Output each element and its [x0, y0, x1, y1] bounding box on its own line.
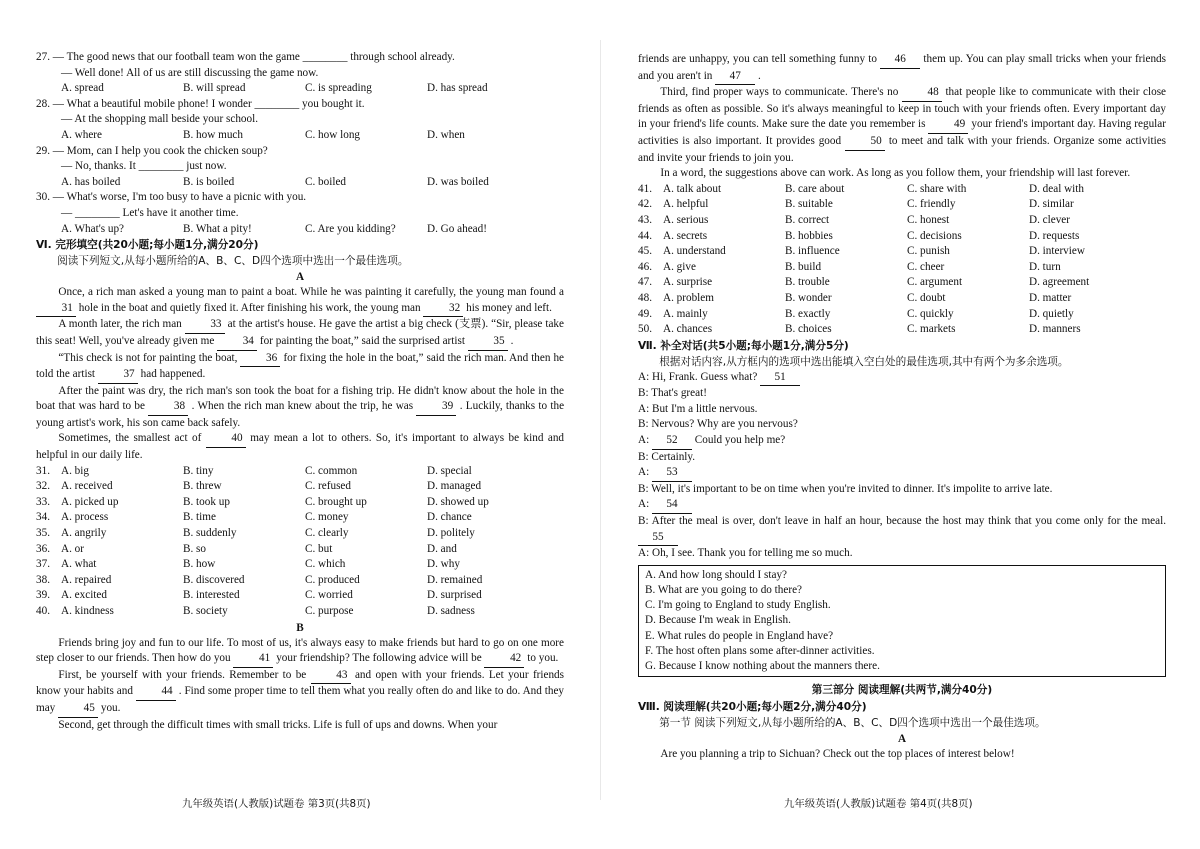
- passage-paragraph: [36, 317, 564, 350]
- answer-blank: 35: [468, 334, 508, 351]
- dialogue-line: [638, 514, 1166, 546]
- option: D. matter: [1029, 291, 1072, 304]
- question-number: 46.: [638, 260, 652, 273]
- option: D. clever: [1029, 213, 1070, 226]
- option-row: [36, 81, 564, 97]
- answer-blank: 31: [36, 301, 76, 318]
- dialogue-text: A: Oh, I see. Thank you for telling me so much.: [638, 547, 853, 560]
- option: C. share with: [907, 182, 967, 195]
- paragraph-text: Second, get through the difficult times with small tricks. Life is full of ups and downs. When your: [58, 718, 498, 731]
- question-number: 39.: [36, 589, 50, 602]
- dialogue: [638, 370, 1166, 562]
- question-number: 45.: [638, 245, 652, 258]
- question-number: 40.: [36, 605, 50, 617]
- option-row: [36, 573, 564, 589]
- dialogue-line: [638, 465, 1166, 482]
- question-number: 38.: [36, 573, 50, 586]
- option: B. influence: [785, 245, 840, 258]
- option: D. showed up: [427, 495, 489, 508]
- question-stem: [36, 159, 564, 175]
- option: C. argument: [907, 276, 963, 289]
- option: C. Are you kidding?: [305, 222, 396, 235]
- option: B. hobbies: [785, 229, 833, 242]
- question-number: 48.: [638, 291, 652, 304]
- paragraph-text: .: [510, 334, 514, 347]
- option: A. what: [61, 558, 97, 571]
- answer-blank: 36: [240, 351, 280, 368]
- option: C. but: [305, 542, 333, 555]
- page-footer-right: 九年级英语(人教版)试题卷 第4页(共8页): [784, 798, 973, 810]
- option: A. problem: [663, 291, 714, 304]
- option: C. decisions: [907, 229, 962, 242]
- option: A. surprise: [663, 276, 713, 289]
- option: C. brought up: [305, 495, 367, 508]
- answer-blank: 43: [311, 668, 351, 685]
- stem-text: — Well done! All of us are still discussing the game now.: [61, 66, 319, 79]
- answer-blank: 33: [185, 317, 225, 334]
- option-row: [36, 604, 564, 620]
- passage-paragraph: [638, 85, 1166, 166]
- passage-c-label: A: [897, 733, 907, 746]
- answer-blank: 34: [217, 334, 257, 351]
- option: A. give: [663, 260, 696, 273]
- paragraph-text: had happened.: [140, 368, 206, 381]
- paragraph-text: . Luckily, thanks to the young artist's work, his son came back safely.: [36, 400, 565, 429]
- option: C. money: [305, 511, 349, 524]
- option: B. What a pity!: [183, 222, 252, 235]
- option: B. suitable: [785, 198, 833, 211]
- option: D. manners: [1029, 323, 1081, 336]
- passage-paragraph: [36, 351, 564, 384]
- dialogue-option: F. The host often plans some after-dinner activities.: [645, 644, 875, 657]
- stem-text: — No, thanks. It ________ just now.: [61, 160, 227, 173]
- option-row: [36, 588, 564, 604]
- option: C. cheer: [907, 260, 945, 273]
- option: D. managed: [427, 480, 482, 493]
- stem-text: — The good news that our football team won the game ________ through school already.: [52, 51, 455, 63]
- option: B. exactly: [785, 307, 831, 320]
- dialogue-text: A:: [638, 434, 650, 447]
- dialogue-text: A: Hi, Frank. Guess what?: [638, 370, 758, 383]
- stem-text: — ________ Let's have it another time.: [61, 206, 239, 219]
- passage-b-continued: [638, 52, 1166, 182]
- stem-text: — What's worse, I'm too busy to have a picnic with you.: [52, 191, 307, 204]
- answer-blank: 39: [416, 399, 456, 416]
- question-number: 27.: [36, 51, 50, 63]
- answer-blank: 47: [715, 69, 755, 86]
- stem-text: — Mom, can I help you cook the chicken soup?: [52, 144, 268, 157]
- question-number: 31.: [36, 464, 50, 477]
- question-number: 49.: [638, 307, 652, 320]
- option: A. excited: [61, 589, 107, 602]
- question-number: 43.: [638, 213, 652, 226]
- question-stem: [36, 206, 564, 222]
- option: C. quickly: [907, 307, 954, 320]
- passage-a: [36, 285, 564, 464]
- option: C. common: [305, 464, 358, 477]
- option: B. discovered: [183, 573, 245, 586]
- option: B. tiny: [183, 464, 214, 477]
- option-row: [638, 307, 1166, 323]
- option: D. agreement: [1029, 276, 1090, 289]
- option: C. doubt: [907, 291, 946, 304]
- question-number: 41.: [638, 182, 652, 195]
- passage-paragraph: [36, 285, 564, 317]
- dialogue-option-box: [638, 565, 1166, 677]
- paragraph-text: First, be yourself with your friends. Remember to be: [58, 668, 307, 681]
- passage-paragraph: [36, 384, 564, 432]
- paragraph-text: for fixing the hole in the boat,” said the rich man. And then he told the artist: [36, 351, 565, 381]
- passage-paragraph: [36, 718, 564, 734]
- option-row: [638, 322, 1166, 338]
- paragraph-text: at the artist's house. He gave the artist a big check (支票). “Sir, please take this seat! Well, you've already given me: [36, 318, 564, 347]
- option: D. Go ahead!: [427, 222, 487, 235]
- option: B. threw: [183, 480, 222, 493]
- section8-title: Ⅷ. 阅读理解(共20小题;每小题2分,满分40分): [638, 701, 867, 714]
- passage-paragraph: [638, 166, 1166, 182]
- paragraph-text: .: [758, 69, 761, 82]
- option: C. clearly: [305, 527, 349, 540]
- option-row: [638, 275, 1166, 291]
- option: B. time: [183, 511, 216, 524]
- dialogue-option: D. Because I'm weak in English.: [645, 614, 791, 627]
- question-stem: [36, 97, 564, 113]
- option: D. interview: [1029, 245, 1085, 258]
- passage-c-first-line: Are you planning a trip to Sichuan? Check out the top places of interest below!: [660, 748, 1015, 761]
- option: B. correct: [785, 213, 830, 226]
- dialogue-line: [638, 546, 1166, 562]
- option-row: [36, 526, 564, 542]
- answer-blank: 45: [58, 701, 98, 718]
- dialogue-option: C. I'm going to England to study English.: [645, 599, 831, 612]
- paragraph-text: and open with your friends. Let your friends know your habits and: [36, 668, 565, 698]
- paragraph-text: . When the rich man knew about the trip, he was: [191, 400, 414, 413]
- answer-blank: 54: [652, 497, 692, 514]
- option: A. or: [61, 542, 84, 555]
- paragraph-text: In a word, the suggestions above can work. As long as you follow them, your friendship will last forever.: [660, 167, 1131, 180]
- section7-instructions: 根据对话内容,从方框内的选项中选出能填入空白处的最佳选项,其中有两个为多余选项。: [659, 355, 1069, 368]
- dialogue-line: [638, 433, 1166, 450]
- answer-blank: 46: [880, 52, 920, 69]
- option: D. turn: [1029, 260, 1061, 273]
- option-row: [36, 464, 564, 480]
- option: A. has boiled: [61, 175, 121, 188]
- option: A. spread: [61, 82, 104, 95]
- option: A. secrets: [663, 229, 708, 242]
- stem-text: — What a beautiful mobile phone! I wonder ________ you bought it.: [52, 97, 365, 110]
- answer-blank: 40: [206, 431, 246, 448]
- passage-paragraph: [638, 52, 1166, 85]
- option: A. where: [61, 128, 103, 141]
- paragraph-text: you.: [100, 701, 121, 714]
- option: D. why: [427, 558, 460, 571]
- question-stem: [36, 112, 564, 128]
- paragraph-text: A month later, the rich man: [58, 318, 182, 331]
- paragraph-text: your friend's important day. Having regular activities is also important. It provides good: [638, 118, 1166, 147]
- option: C. produced: [305, 573, 360, 586]
- option: C. which: [305, 558, 346, 571]
- paragraph-text: After the paint was dry, the rich man's son took the boat for a fishing trip. He didn't know about the hole in the boat that was hard to be: [36, 384, 564, 413]
- passage-a-label: A: [295, 271, 305, 284]
- part3-title: 第三部分 阅读理解(共两节,满分40分): [811, 684, 993, 697]
- dialogue-text: Could you help me?: [694, 434, 786, 447]
- dialogue-text: A: But I'm a little nervous.: [638, 402, 758, 415]
- answer-blank: 50: [845, 134, 885, 151]
- option: C. boiled: [305, 175, 347, 188]
- option: B. will spread: [183, 82, 246, 95]
- option-row: [638, 260, 1166, 276]
- dialogue-line: [638, 482, 1166, 498]
- option-row: [36, 557, 564, 573]
- option-row: [36, 479, 564, 495]
- option: B. how: [183, 558, 216, 571]
- paragraph-text: Third, find proper ways to communicate. There's no: [660, 86, 899, 99]
- option: D. chance: [427, 511, 472, 524]
- option: A. process: [61, 511, 109, 524]
- answer-blank: 55: [638, 530, 678, 547]
- option: D. and: [427, 542, 457, 555]
- paragraph-text: to you.: [527, 652, 559, 665]
- dialogue-text: A:: [638, 466, 650, 479]
- option: C. purpose: [305, 605, 354, 617]
- question-number: 36.: [36, 542, 50, 555]
- option: A. mainly: [663, 307, 708, 320]
- option: A. big: [61, 464, 89, 477]
- option: C. is spreading: [305, 82, 372, 95]
- option: A. received: [61, 480, 113, 493]
- cloze-a-options: [36, 464, 564, 620]
- option: A. picked up: [61, 495, 119, 508]
- paragraph-text: for painting the boat,” said the surprised artist: [259, 334, 465, 347]
- option: B. how much: [183, 128, 243, 141]
- question-stem: [36, 144, 564, 160]
- dialogue-option: E. What rules do people in England have?: [645, 629, 834, 642]
- dialogue-line: [638, 450, 1166, 466]
- paragraph-text: his money and left.: [466, 301, 552, 314]
- dialogue-text: B: That's great!: [638, 387, 707, 400]
- option: B. interested: [183, 589, 240, 602]
- passage-paragraph: [36, 668, 564, 718]
- answer-blank: 32: [423, 301, 463, 318]
- section7-title: Ⅶ. 补全对话(共5小题;每小题1分,满分5分): [638, 339, 849, 352]
- option: A. serious: [663, 213, 709, 226]
- stem-text: — At the shopping mall beside your school.: [61, 113, 259, 126]
- passage-paragraph: [36, 431, 564, 463]
- section6-instructions: 阅读下列短文,从每小题所给的A、B、C、D四个选项中选出一个最佳选项。: [57, 255, 409, 268]
- option-row: [638, 291, 1166, 307]
- paragraph-text: that people like to communicate with their close friends as often as possible. So it's always meaningful to keep in touch with your friends often. Every important day in your friend's life counts. Make sure the date you remember is: [638, 86, 1167, 131]
- question-number: 34.: [36, 511, 50, 524]
- paragraph-text: Sometimes, the smallest act of: [58, 432, 202, 445]
- option: C. markets: [907, 323, 956, 336]
- passage-paragraph: [36, 636, 564, 668]
- paragraph-text: Once, a rich man asked a young man to paint a boat. While he was painting it carefully, the young man found a: [58, 286, 564, 299]
- option: D. remained: [427, 573, 483, 586]
- answer-blank: 51: [760, 370, 800, 387]
- option: D. when: [427, 128, 465, 141]
- left-page: [36, 50, 564, 733]
- paragraph-text: . Find some proper time to tell them what you really often do and like to do. And they may: [36, 685, 565, 714]
- answer-blank: 53: [652, 465, 692, 482]
- question-number: 47.: [638, 276, 652, 289]
- answer-blank: 44: [136, 684, 176, 701]
- question-stem: [36, 50, 564, 66]
- option: D. similar: [1029, 198, 1074, 211]
- option: D. politely: [427, 527, 475, 540]
- option-row: [638, 197, 1166, 213]
- option: D. was boiled: [427, 175, 489, 188]
- paragraph-text: “This check is not for painting the boat,: [58, 351, 238, 364]
- dialogue-line: [638, 497, 1166, 514]
- option-row: [36, 495, 564, 511]
- multiple-choice-questions: [36, 50, 564, 237]
- option: C. honest: [907, 213, 950, 226]
- option-row: [638, 182, 1166, 198]
- question-number: 50.: [638, 323, 652, 336]
- answer-blank: 38: [148, 399, 188, 416]
- question-number: 37.: [36, 558, 50, 571]
- option: A. chances: [663, 323, 713, 336]
- question-stem: [36, 190, 564, 206]
- option-row: [36, 542, 564, 558]
- question-number: 44.: [638, 229, 652, 242]
- option: C. friendly: [907, 198, 956, 211]
- option: C. how long: [305, 128, 361, 141]
- option-row: [638, 229, 1166, 245]
- question-stem: [36, 66, 564, 82]
- option: A. talk about: [663, 182, 722, 195]
- option: A. What's up?: [61, 222, 125, 235]
- dialogue-line: [638, 386, 1166, 402]
- dialogue-option: G. Because I know nothing about the manners there.: [645, 660, 880, 673]
- dialogue-line: [638, 417, 1166, 433]
- dialogue-line: [638, 402, 1166, 418]
- option: B. choices: [785, 323, 832, 336]
- question-number: 35.: [36, 527, 50, 540]
- paragraph-text: hole in the boat and quietly fixed it. After finishing his work, the young man: [78, 301, 421, 314]
- option: C. worried: [305, 589, 353, 602]
- answer-blank: 48: [902, 85, 942, 102]
- option: A. helpful: [663, 198, 709, 211]
- cloze-b-options: [638, 182, 1166, 338]
- option-row: [638, 213, 1166, 229]
- option: A. understand: [663, 245, 726, 258]
- option-row: [638, 244, 1166, 260]
- paragraph-text: them up. You can play small tricks when your friends and you aren't in: [638, 53, 1167, 82]
- paragraph-text: Friends bring joy and fun to our life. To most of us, it's always easy to make friends but hard to go on one more step closer to our friends. Then how do you: [36, 636, 564, 665]
- dialogue-text: A:: [638, 498, 650, 511]
- question-number: 42.: [638, 198, 652, 211]
- page-divider: [600, 40, 601, 800]
- question-number: 28.: [36, 97, 50, 110]
- option: B. society: [183, 605, 228, 617]
- paragraph-text: your friendship? The following advice will be: [276, 652, 482, 665]
- paragraph-text: friends are unhappy, you can tell something funny to: [638, 53, 877, 65]
- option: B. is boiled: [183, 175, 235, 188]
- dialogue-text: B: Nervous? Why are you nervous?: [638, 418, 798, 431]
- answer-blank: 42: [484, 651, 524, 668]
- option: B. wonder: [785, 291, 832, 304]
- dialogue-text: B: After the meal is over, don't leave in half an hour, because the host may think that you come only for the meal.: [638, 515, 1166, 528]
- dialogue-option: B. What are you going to do there?: [645, 584, 802, 597]
- option: B. took up: [183, 495, 230, 508]
- option: B. build: [785, 260, 822, 273]
- passage-b: [36, 636, 564, 734]
- question-number: 33.: [36, 495, 50, 508]
- section8-instructions: 第一节 阅读下列短文,从每小题所给的A、B、C、D四个选项中选出一个最佳选项。: [659, 717, 1046, 730]
- option: C. punish: [907, 245, 950, 258]
- page-footer-left: 九年级英语(人教版)试题卷 第3页(共8页): [182, 798, 371, 810]
- option: B. suddenly: [183, 527, 237, 540]
- option: B. so: [183, 542, 207, 555]
- answer-blank: 52: [652, 433, 692, 450]
- option: A. kindness: [61, 605, 114, 617]
- answer-blank: 49: [928, 117, 968, 134]
- dialogue-line: [638, 370, 1166, 387]
- section6-title: Ⅵ. 完形填空(共20小题;每小题1分,满分20分): [36, 239, 259, 252]
- right-page: [638, 52, 1166, 763]
- option-row: [36, 222, 564, 238]
- option: B. care about: [785, 182, 845, 195]
- option: A. angrily: [61, 527, 107, 540]
- question-number: 29.: [36, 144, 50, 157]
- paragraph-text: to meet and talk with your friends. Organize some activities and invite your friends to join you.: [638, 134, 1167, 164]
- question-number: 30.: [36, 191, 50, 204]
- question-number: 32.: [36, 480, 50, 493]
- dialogue-text: B: Well, it's important to be on time when you're invited to dinner. It's impolite to arrive late.: [638, 482, 1053, 495]
- option: D. quietly: [1029, 307, 1074, 320]
- option: D. requests: [1029, 229, 1080, 242]
- option: D. has spread: [427, 82, 488, 95]
- option: D. special: [427, 464, 472, 477]
- option: B. trouble: [785, 276, 830, 289]
- option-row: [36, 510, 564, 526]
- option-row: [36, 175, 564, 191]
- option-row: [36, 128, 564, 144]
- passage-b-label: B: [296, 621, 304, 634]
- option: D. sadness: [427, 605, 475, 617]
- option: C. refused: [305, 480, 351, 493]
- option: D. surprised: [427, 589, 482, 602]
- option: D. deal with: [1029, 182, 1084, 195]
- answer-blank: 37: [98, 367, 138, 384]
- dialogue-text: B: Certainly.: [638, 450, 696, 463]
- answer-blank: 41: [233, 651, 273, 668]
- dialogue-option: A. And how long should I stay?: [645, 568, 788, 581]
- option: A. repaired: [61, 573, 112, 586]
- paragraph-text: may mean a lot to others. So, it's important to always be kind and helpful in our daily life.: [36, 432, 565, 462]
